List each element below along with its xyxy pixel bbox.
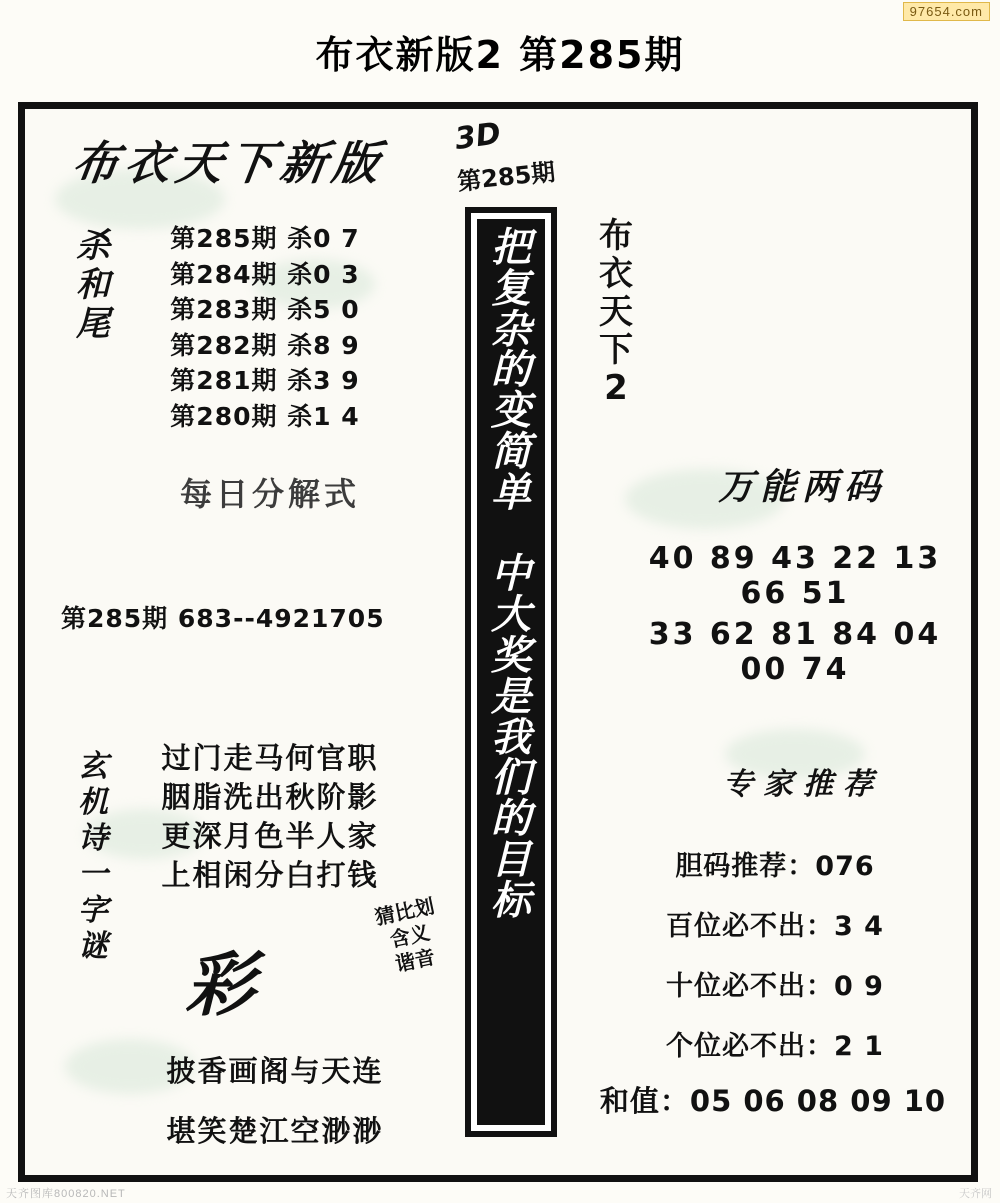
page-title-bar xyxy=(0,20,1000,83)
recommendation-row: 胆码推荐：076 xyxy=(675,851,875,882)
decode-line: 第285期 683--4921705 xyxy=(61,604,385,633)
page-title: 布衣新版2 第285期 xyxy=(315,33,685,77)
code-row: 40 89 43 22 13 66 51 xyxy=(648,541,942,611)
kill-row: 第282期 杀8 9 xyxy=(170,330,360,360)
bottom-poem-line: 披香画阁与天连 xyxy=(166,1054,384,1088)
sum-value-row: 和值：05 06 08 09 10 xyxy=(599,1084,947,1118)
footer-watermark-left: 天齐图库800820.NET xyxy=(6,1188,126,1200)
poster-brand: 布衣天下新版 xyxy=(68,136,389,190)
poster-frame xyxy=(18,102,978,1182)
riddle-answer-character: 彩 xyxy=(185,944,255,1026)
footer-watermark-right: 天齐网 xyxy=(959,1188,992,1200)
kill-row: 第285期 杀0 7 xyxy=(170,224,360,253)
two-code-title: 万能两码 xyxy=(717,467,886,508)
kill-row: 第284期 杀0 3 xyxy=(170,259,360,289)
center-slogan-banner xyxy=(465,207,557,1137)
poem-line: 过门走马何官职 xyxy=(161,741,379,775)
daily-decomposition-title: 每日分解式 xyxy=(179,475,360,513)
kill-row: 第280期 杀1 4 xyxy=(170,401,360,431)
code-row: 33 62 81 84 04 00 74 xyxy=(648,617,942,687)
kill-rows-list xyxy=(125,221,405,434)
expert-recommend-title: 专家推荐 xyxy=(723,767,883,802)
bottom-poem-line: 堪笑楚江空渺渺 xyxy=(166,1114,384,1148)
recommendation-row: 百位必不出：3 4 xyxy=(666,911,884,942)
right-brand-vertical: 布 衣 天 下 2 xyxy=(599,216,633,409)
kill-row: 第283期 杀5 0 xyxy=(170,295,360,324)
poem-line: 更深月色半人家 xyxy=(161,819,379,854)
poster-issue-number: 第285期 xyxy=(456,157,557,197)
site-watermark-badge: 97654.com xyxy=(903,2,990,21)
poem-line: 胭脂洗出秋阶影 xyxy=(161,780,379,815)
poem-line: 上相闲分白打钱 xyxy=(161,858,379,893)
kill-section-label: 杀 和 尾 xyxy=(76,226,110,345)
poem-section-label: 玄 机 诗 一 字 谜 xyxy=(78,749,108,964)
recommendation-row: 个位必不出：2 1 xyxy=(666,1031,884,1062)
poem-lines xyxy=(135,739,405,896)
recommendation-row: 十位必不出：0 9 xyxy=(666,971,884,1002)
poster-brand-3d: 3D xyxy=(452,115,503,158)
kill-row: 第281期 杀3 9 xyxy=(170,366,360,395)
riddle-hint-text: 猜比划 含义 谐音 xyxy=(372,893,438,977)
center-slogan-text: 把 复 杂 的 变 简 单 中 大 奖 是 我 们 的 目 标 xyxy=(477,219,545,1125)
